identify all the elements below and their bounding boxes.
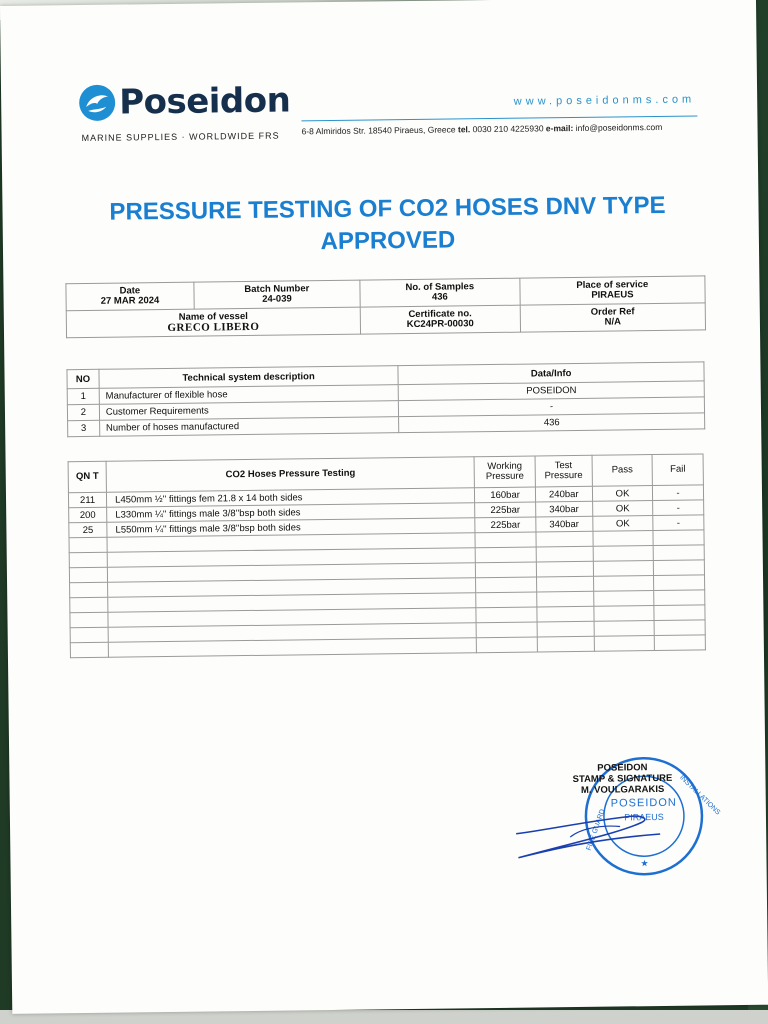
order-label: Order Ref <box>590 306 635 318</box>
tech-data: 436 <box>399 413 705 433</box>
hose-desc: L550mm ¼'' fittings male 3/8''bsp both sides <box>107 518 475 537</box>
header-divider <box>301 115 697 121</box>
brand-name: Poseidon <box>118 80 291 123</box>
hose-pass: OK <box>592 501 652 517</box>
tech-header-data: Data/Info <box>398 362 704 385</box>
stamp-signature-text <box>567 762 677 796</box>
document-title <box>42 189 733 261</box>
stamp-company: POSEIDON <box>597 762 648 774</box>
hose-working: 225bar <box>475 502 535 518</box>
tech-header-desc: Technical system description <box>99 366 399 389</box>
signatory-name: M. VOULGARAKIS <box>580 783 665 796</box>
certificate-info-table <box>65 275 706 338</box>
website: www.poseidonms.com <box>513 93 696 108</box>
tech-data: POSEIDON <box>398 381 704 401</box>
batch-cell <box>194 280 360 309</box>
stamp-label: STAMP & SIGNATURE <box>572 772 673 786</box>
tel-label: tel. <box>457 124 471 135</box>
tech-desc: Number of hoses manufactured <box>99 417 399 437</box>
hose-fail: - <box>653 500 704 516</box>
dolphin-logo-icon <box>79 85 115 121</box>
signature-scribble <box>510 798 671 870</box>
hoses-header-qnt: QN T <box>68 461 106 492</box>
svg-text:POSEIDON: POSEIDON <box>610 796 677 810</box>
tech-no: 2 <box>67 404 99 420</box>
hose-fail: - <box>653 485 704 501</box>
hose-fail: - <box>653 515 704 531</box>
certificate-value: KC24PR-00030 <box>406 318 474 331</box>
hoses-header-pass: Pass <box>592 455 653 487</box>
vessel-cell <box>66 307 360 338</box>
hoses-header-working: Working Pressure <box>474 456 535 488</box>
hose-pass: OK <box>592 486 652 502</box>
company-logo <box>79 80 291 123</box>
address: 6-8 Almiridos Str. 18540 Piraeus, Greece <box>301 124 456 137</box>
hoses-pressure-table <box>68 453 706 658</box>
order-value: N/A <box>604 316 621 328</box>
vessel-value: GRECO LIBERO <box>167 320 260 334</box>
batch-label: Batch Number <box>244 283 310 296</box>
tech-data: - <box>399 397 705 417</box>
samples-cell <box>360 278 520 307</box>
tech-no: 1 <box>67 388 99 404</box>
hose-working: 225bar <box>475 517 535 533</box>
hose-qnt: 25 <box>69 522 107 537</box>
hoses-header-desc: CO2 Hoses Pressure Testing <box>106 457 475 492</box>
title-line-1: PRESSURE TESTING OF CO2 HOSES DNV TYPE <box>109 191 666 226</box>
hose-test: 240bar <box>535 486 592 502</box>
date-value: 27 MAR 2024 <box>100 295 160 307</box>
hose-desc: L450mm ½'' fittings fem 21.8 x 14 both sides <box>107 488 475 507</box>
svg-text:PIRAEUS: PIRAEUS <box>624 811 664 823</box>
certificate-label: Certificate no. <box>408 308 472 321</box>
date-cell <box>66 282 194 311</box>
contact-line <box>301 122 662 136</box>
hose-desc: L330mm ¼'' fittings male 3/8''bsp both sides <box>107 503 475 522</box>
tech-header-no: NO <box>67 369 99 388</box>
tech-no: 3 <box>68 420 100 436</box>
hose-test: 340bar <box>536 516 593 532</box>
hoses-header-test: Test Pressure <box>535 455 593 487</box>
email: info@poseidonms.com <box>575 121 663 133</box>
date-label: Date <box>119 285 141 297</box>
technical-system-table <box>66 361 705 437</box>
hose-qnt: 211 <box>68 492 106 507</box>
samples-label: No. of Samples <box>405 281 475 294</box>
email-label: e-mail: <box>545 123 574 134</box>
svg-text:FIRE GUARD: FIRE GUARD <box>585 808 607 852</box>
place-value: PIRAEUS <box>591 289 634 301</box>
hoses-header-fail: Fail <box>652 454 703 486</box>
tagline: MARINE SUPPLIES · WORLDWIDE FRS <box>81 130 280 144</box>
tech-desc: Customer Requirements <box>99 401 399 421</box>
order-cell <box>520 303 706 332</box>
samples-value: 436 <box>431 291 448 303</box>
place-cell <box>520 276 706 305</box>
batch-value: 24-039 <box>262 293 292 305</box>
telephone: 0030 210 4225930 <box>472 123 544 135</box>
vessel-label: Name of vessel <box>178 310 248 323</box>
certificate-cell <box>360 305 520 334</box>
svg-text:★: ★ <box>640 858 649 869</box>
title-line-2: APPROVED <box>320 226 456 256</box>
hose-qnt: 200 <box>69 507 107 522</box>
hose-pass: OK <box>593 516 653 532</box>
tech-desc: Manufacturer of flexible hose <box>99 385 399 405</box>
svg-text:INSTALLATIONS: INSTALLATIONS <box>678 774 722 817</box>
hose-working: 160bar <box>475 487 535 503</box>
hose-test: 340bar <box>535 501 592 517</box>
place-label: Place of service <box>576 279 649 291</box>
